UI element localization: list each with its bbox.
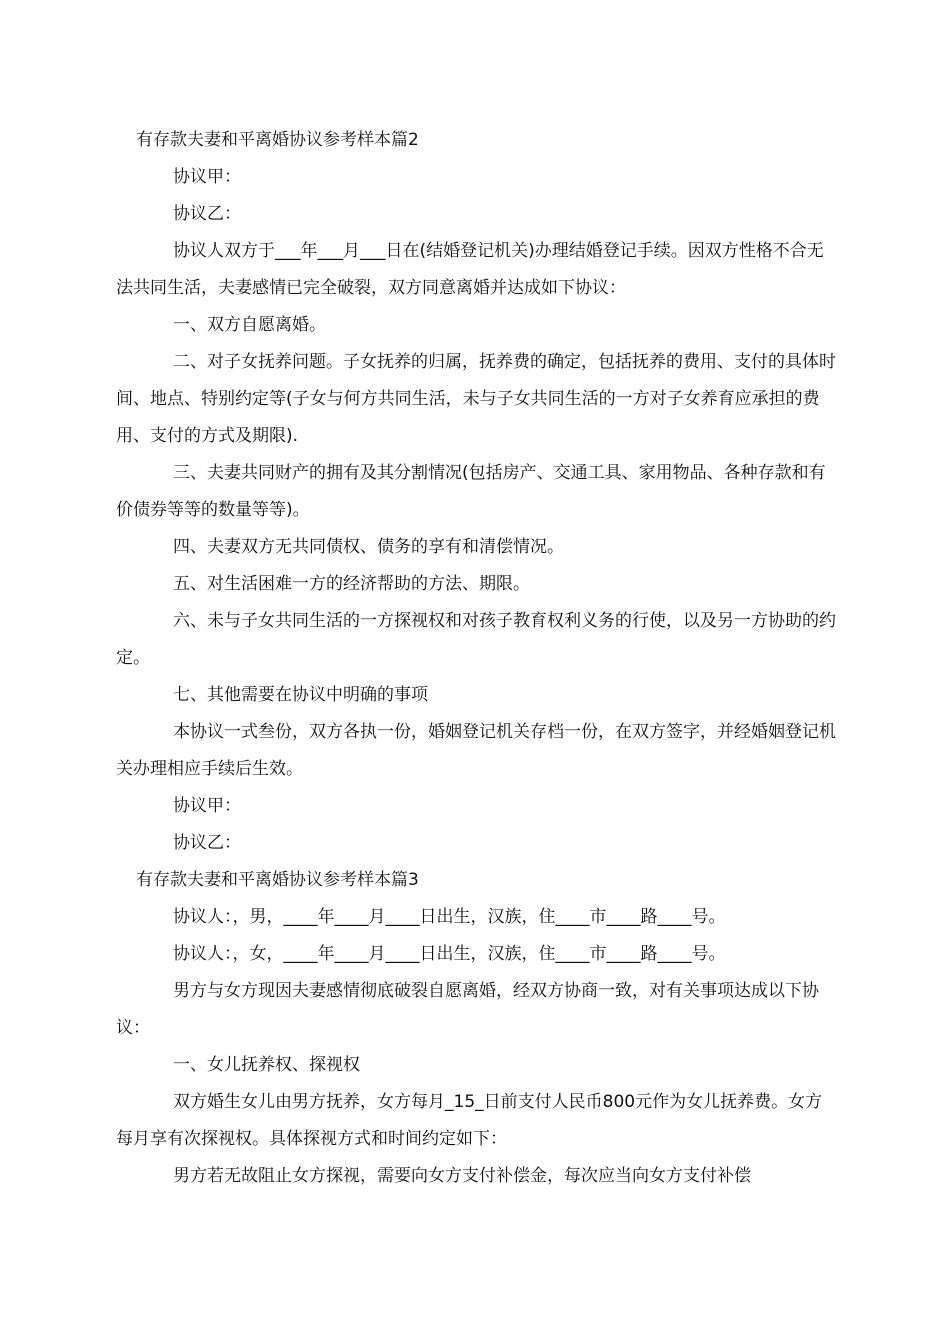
- document-body: [116, 122, 836, 1195]
- clause-4: 四、夫妻双方无共同债权、债务的享有和清偿情况。: [173, 537, 564, 557]
- agreement-intro: 协议人双方于___年___月___日在(结婚登记机关)办理结婚登记手续。因双方性格不合无法共同生活，夫妻感情已完全破裂，双方同意离婚并达成如下协议：: [116, 241, 824, 298]
- party-a-label: 协议甲：: [173, 167, 241, 187]
- section-title-2: 有存款夫妻和平离婚协议参考样本篇2: [136, 130, 419, 150]
- effectiveness-clause: 本协议一式叁份，双方各执一份，婚姻登记机关存档一份，在双方签字，并经婚姻登记机关办理相应手续后生效。: [116, 722, 836, 779]
- signature-party-a: 协议甲：: [173, 796, 241, 816]
- section-title-3: 有存款夫妻和平离婚协议参考样本篇3: [136, 870, 419, 890]
- party-b-label: 协议乙：: [173, 204, 241, 224]
- clause-custody-heading: 一、女儿抚养权、探视权: [173, 1055, 360, 1075]
- clause-7: 七、其他需要在协议中明确的事项: [173, 685, 428, 705]
- party-male-info: 协议人：，男，____年____月____日出生，汉族，住____市____路____号。: [173, 907, 726, 927]
- agreement-intro-3: 男方与女方现因夫妻感情彻底破裂自愿离婚，经双方协商一致，对有关事项达成以下协议：: [116, 981, 819, 1038]
- clause-3: 三、夫妻共同财产的拥有及其分割情况(包括房产、交通工具、家用物品、各种存款和有价债券等等的数量等等)。: [116, 463, 826, 520]
- clause-2: 二、对子女抚养问题。子女抚养的归属，抚养费的确定，包括抚养的费用、支付的具体时间、地点、特别约定等(子女与何方共同生活，未与子女共同生活的一方对子女养育应承担的费用、支付的方式及期限).: [116, 352, 836, 446]
- clause-5: 五、对生活困难一方的经济帮助的方法、期限。: [173, 574, 530, 594]
- clause-compensation: 男方若无故阻止女方探视，需要向女方支付补偿金，每次应当向女方支付补偿: [173, 1166, 751, 1186]
- signature-party-b: 协议乙：: [173, 833, 241, 853]
- clause-6: 六、未与子女共同生活的一方探视权和对孩子教育权利义务的行使，以及另一方协助的约定。: [116, 611, 836, 668]
- clause-custody-detail: 双方婚生女儿由男方抚养，女方每月_15_日前支付人民币800元作为女儿抚养费。女方每月享有次探视权。具体探视方式和时间约定如下：: [116, 1092, 823, 1149]
- clause-1: 一、双方自愿离婚。: [173, 315, 326, 335]
- party-female-info: 协议人：，女，____年____月____日出生，汉族，住____市____路____号。: [173, 944, 726, 964]
